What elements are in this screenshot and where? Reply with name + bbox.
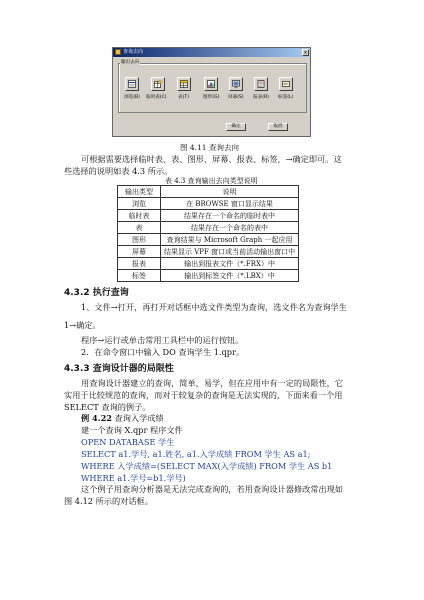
table-row [118, 210, 299, 222]
screen-option-button[interactable] [229, 77, 243, 91]
example-title: 查询入学成绩 [114, 413, 164, 423]
table-caption: 表 4.3 查询输出去向类型说明 [165, 177, 258, 185]
table-cell: 在 BROWSE 窗口显示结果 [161, 198, 299, 210]
table-cell: 表 [118, 222, 161, 234]
cancel-button[interactable]: 取消 [268, 123, 288, 131]
table-cell: 屏幕 [118, 246, 161, 258]
paragraph-line: 2．在命令窗口中输入 DO 查询学生 1.qpr。 [81, 347, 245, 357]
code-line: WHERE a1.学号=b1.学号) [81, 473, 186, 483]
code-line: OPEN DATABASE 学生 [81, 437, 175, 447]
table-cell: 标签 [118, 270, 161, 282]
paragraph-line: 1→确定。 [64, 320, 101, 330]
table-cell: 结果存在一个命名的表中 [161, 222, 299, 234]
graph-icon [207, 80, 215, 88]
report-icon [257, 80, 265, 88]
option-label: 屏幕(S) [228, 95, 244, 100]
option-label: 图形(G) [203, 95, 220, 100]
label-option-button[interactable] [279, 77, 293, 91]
screen-icon [232, 80, 240, 88]
paragraph-line: 可根据需要选择临时表、表、图形、屏幕、报表、标签，→确定即可。这 [81, 154, 342, 164]
temp-table-icon [154, 80, 162, 88]
graph-option-button[interactable] [204, 77, 218, 91]
table-header-row [118, 186, 299, 198]
option-label: 表(T) [178, 95, 189, 100]
table-cell: 结果存在一个命名的临时表中 [161, 210, 299, 222]
close-button[interactable]: × [303, 50, 308, 56]
query-destination-dialog [112, 47, 311, 137]
example-heading [81, 412, 164, 424]
table-icon [180, 80, 188, 88]
table-header-cell: 输出类型 [118, 186, 161, 198]
table-row [118, 270, 299, 282]
option-label: 浏览(B) [124, 95, 140, 100]
dialog-title: 查询去向 [123, 49, 144, 55]
dialog-app-icon [115, 49, 121, 55]
paragraph-line: SELECT 查询的例子。 [64, 402, 151, 412]
table-row [118, 198, 299, 210]
section-heading-432: 4.3.2 执行查询 [64, 288, 129, 298]
label-icon [282, 80, 290, 88]
table-option-button[interactable] [177, 77, 191, 91]
table-row [118, 246, 299, 258]
example-description: 建一个查询 X.qpr 程序文件 [81, 425, 183, 435]
option-label: 标签(L) [278, 95, 294, 100]
table-cell: 临时表 [118, 210, 161, 222]
dialog-title-bar [113, 48, 310, 57]
browse-option-button[interactable] [125, 77, 139, 91]
table-row [118, 222, 299, 234]
code-line: WHERE 入学成绩=(SELECT MAX(入学成绩) FROM 学生 AS b1 [81, 461, 333, 471]
section-heading-433: 4.3.3 查询设计器的局限性 [64, 364, 174, 374]
option-label: 报表(R) [253, 95, 269, 100]
paragraph-line: 这个例子用查询分析器是无法完成查询的，若用查询设计器修改常出现如 [81, 484, 344, 494]
paragraph-line: 用查询设计器建立的查询，简单，易学，但在应用中有一定的局限性，它 [81, 378, 344, 388]
figure-caption: 图 4.11 查询去向 [180, 143, 239, 152]
paragraph-line: 实用于比较规范的查询，而对于较复杂的查询是无法实现的，下面来看一个用 [64, 390, 343, 400]
table-cell: 图形 [118, 234, 161, 246]
report-option-button[interactable] [254, 77, 268, 91]
paragraph-line [81, 301, 347, 313]
table-cell: 输出到标签文件（*.LBX）中 [161, 270, 299, 282]
table-cell: 输出到报表文件（*.FRX）中 [161, 258, 299, 270]
paragraph-line: 些选择的说明如表 4.3 所示。 [64, 166, 173, 176]
code-line: SELECT a1.学号, a1.姓名, a1.入学成绩 FROM 学生 AS a1; [81, 449, 311, 459]
paragraph-line: 程序→运行或单击常用工具栏中的运行按钮。 [81, 335, 244, 345]
table-row [118, 234, 299, 246]
browse-icon [128, 80, 136, 88]
temp-table-option-button[interactable] [151, 77, 165, 91]
table-row [118, 258, 299, 270]
ok-button[interactable]: 确定 [226, 123, 246, 131]
table-cell: 报表 [118, 258, 161, 270]
table-header-cell: 说明 [161, 186, 299, 198]
table-cell: 查询结果与 Microsoft Graph 一起应用 [161, 234, 299, 246]
paragraph-text: 1、文件→打开，再打开对话框中选文件类型为查询，选文件名为查询学生 [81, 302, 347, 312]
paragraph-line: 图 4.12 所示的对话框。 [64, 496, 153, 506]
output-type-table [117, 185, 299, 282]
table-cell: 结果显示 VPF 窗口或当前活动输出窗口中 [161, 246, 299, 258]
table-cell: 浏览 [118, 198, 161, 210]
output-destination-group-label: 输出去向 [121, 60, 140, 65]
example-number: 例 4.22 [81, 413, 112, 423]
option-label: 临时表(C) [146, 95, 167, 100]
